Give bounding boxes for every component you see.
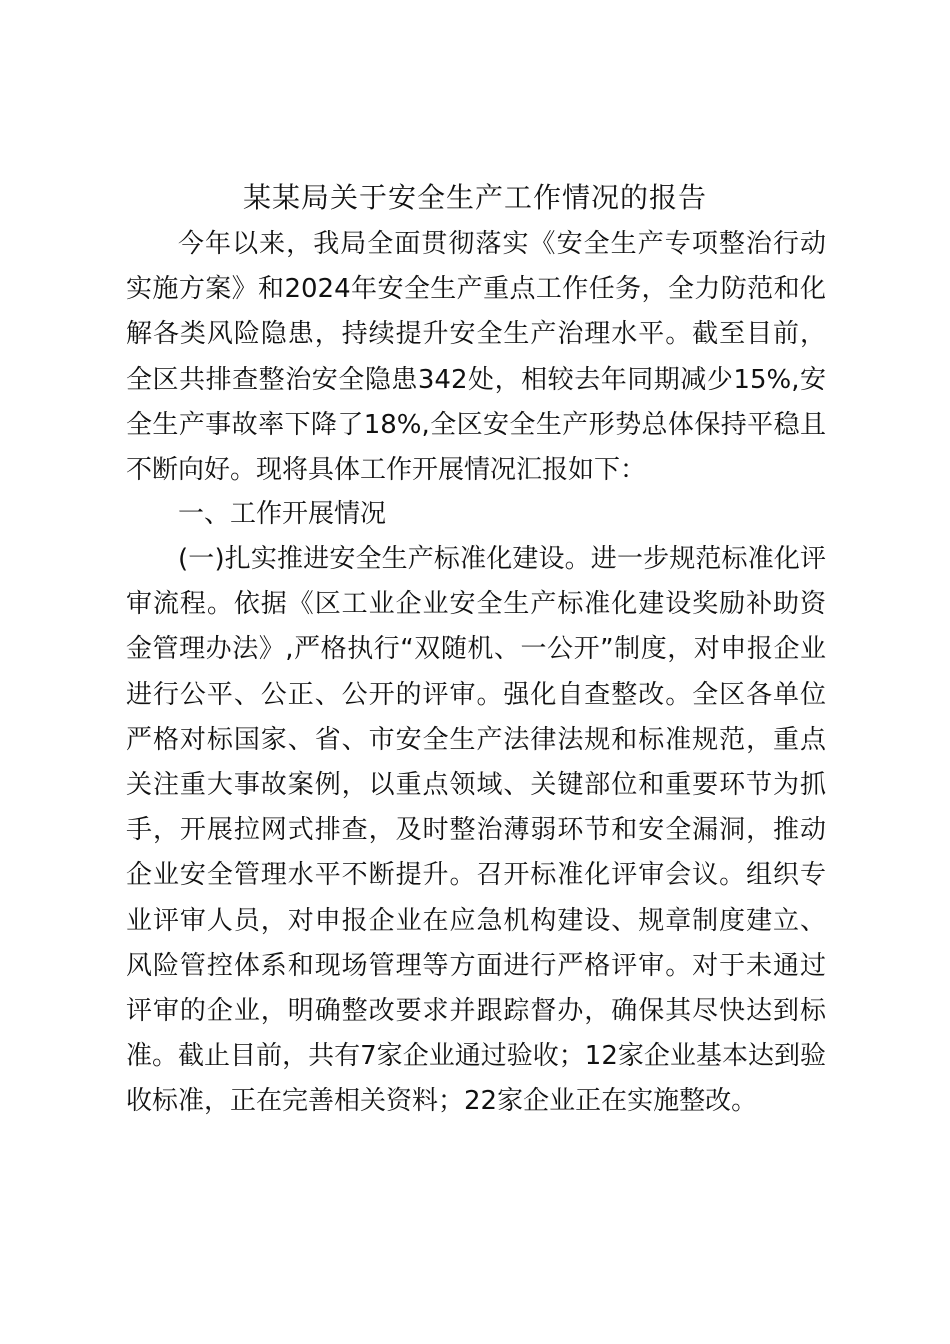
document-title: 某某局关于安全生产工作情况的报告 bbox=[242, 181, 707, 214]
standardization-paragraph: (一)扎实推进安全生产标准化建设。进一步规范标准化评审流程。依据《区工业企业安全生产标准化建设奖励补助资金管理办法》,严格执行“双随机、一公开”制度，对申报企业进行公平、公正、公开的评审。强化自查整改。全区各单位严格对标国家、省、市安全生产法律法规和标准规范，重点关注重大事故案例，以重点领域、关键部位和重要环节为抓手，开展拉网式排查，及时整治薄弱环节和安全漏洞，推动企业安全管理水平不断提升。召开标准化评审会议。组织专业评审人员，对申报企业在应急机构建设、规章制度建立、风险管控体系和现场管理等方面进行严格评审。对于未通过评审的企业，明确整改要求并跟踪督办，确保其尽快达到标准。截止目前，共有7家企业通过验收；12家企业基本达到验收标准，正在完善相关资料；22家企业正在实施整改。 bbox=[126, 544, 826, 1117]
section-heading-work-progress: 一、工作开展情况 bbox=[178, 499, 387, 529]
intro-paragraph: 今年以来，我局全面贯彻落实《安全生产专项整治行动实施方案》和2024年安全生产重点工作任务，全力防范和化解各类风险隐患，持续提升安全生产治理水平。截至目前，全区共排查整治安全隐患342处，相较去年同期减少15%,安全生产事故率下降了18%,全区安全生产形势总体保持平稳且不断向好。现将具体工作开展情况汇报如下： bbox=[126, 229, 826, 486]
